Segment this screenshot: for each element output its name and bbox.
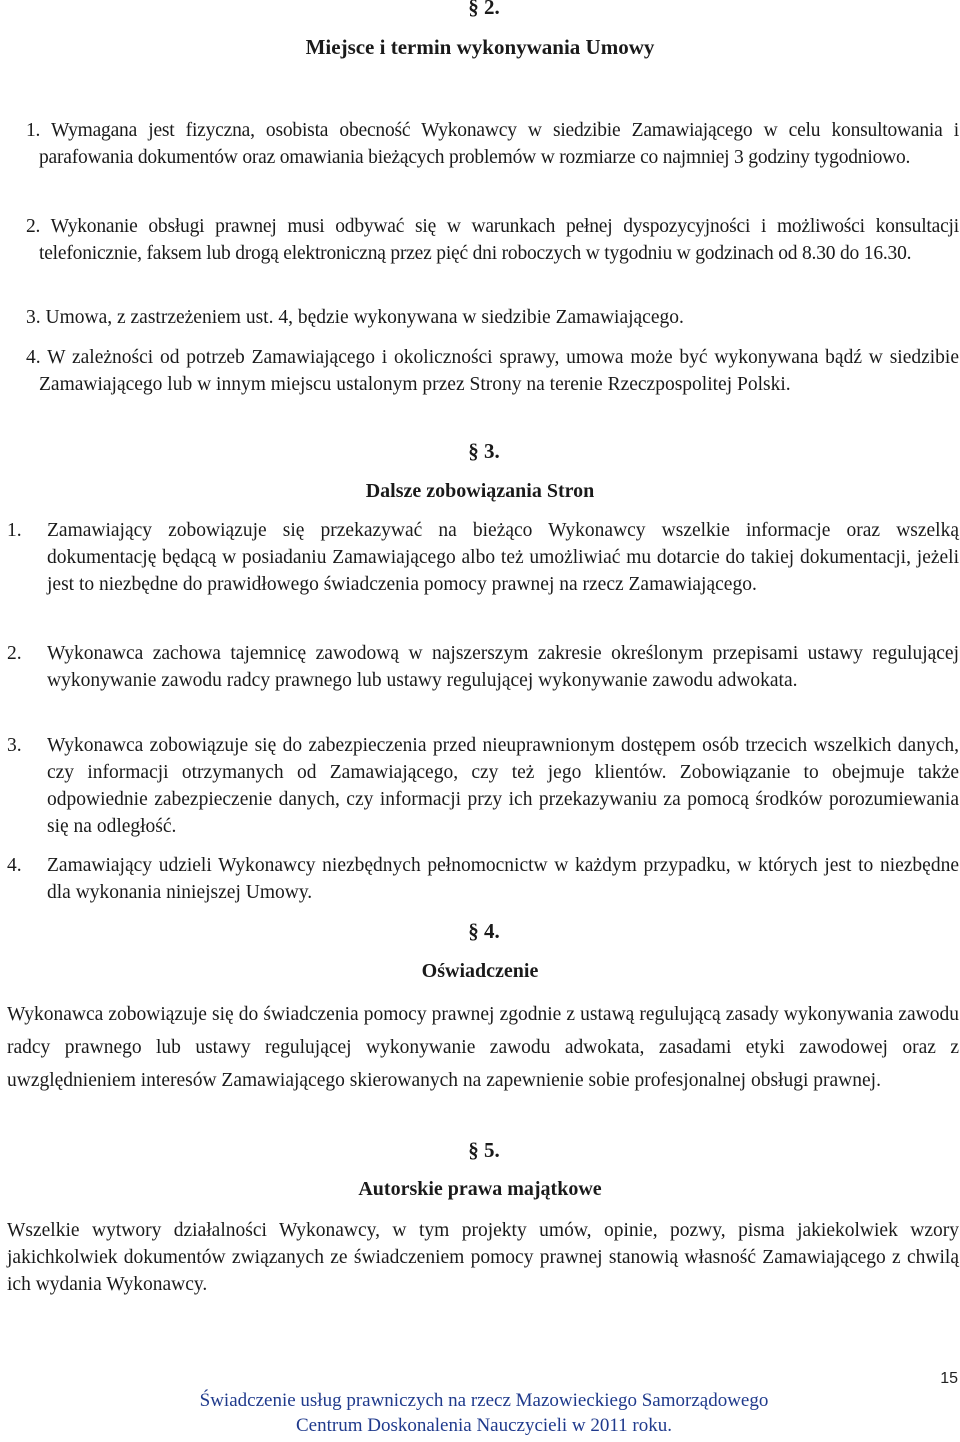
section-3-item-2 xyxy=(7,640,959,694)
section-4-title: Oświadczenie xyxy=(421,960,539,982)
item-number: 4. xyxy=(26,347,41,368)
section-4-heading: § 4. xyxy=(468,919,500,943)
page-number: 15 xyxy=(940,1370,958,1387)
item-number: 2. xyxy=(26,216,41,237)
section-3-item-1 xyxy=(7,517,959,598)
section-3-item-4 xyxy=(7,852,959,906)
item-text: Umowa, z zastrzeżeniem ust. 4, będzie wykonywana w siedzibie Zamawiającego. xyxy=(45,307,684,328)
item-text: Zamawiający zobowiązuje się przekazywać na bieżąco Wykonawcy wszelkie informacje oraz wszelką dokumentację będącą w posiadaniu Zamawiającego albo też umożliwiać mu dotarcie do takiej dokumentacji, jeżeli jest to niezbędne do prawidłowego świadczenia pomocy prawnej na rzecz Zamawiającego. xyxy=(47,520,959,595)
section-2-item-2 xyxy=(26,213,959,267)
section-4-text: Wykonawca zobowiązuje się do świadczenia pomocy prawnej zgodnie z ustawą regulującą zasady wykonywania zawodu radcy prawnego lub ustawy regulującej wykonywanie zawodu adwokata, zasadami etyki zawodowej oraz z uwzględnieniem interesów Zamawiającego skierowanych na zapewnienie sobie profesjonalnej obsługi prawnej. xyxy=(7,1004,959,1091)
item-number: 2. xyxy=(7,643,22,664)
section-5-heading: § 5. xyxy=(468,1138,500,1162)
item-text: Wykonawca zachowa tajemnicę zawodową w najszerszym zakresie określonym przepisami ustawy regulującej wykonywanie zawodu radcy prawnego lub ustawy regulującej wykonywanie zawodu adwokata. xyxy=(47,643,959,691)
footer-line-1: Świadczenie usług prawniczych na rzecz Mazowieckiego Samorządowego xyxy=(199,1390,769,1411)
section-3-item-3 xyxy=(7,732,959,840)
section-2-item-1 xyxy=(26,117,959,171)
item-text: Wykonawca zobowiązuje się do zabezpieczenia przed nieuprawnionym dostępem osób trzecich wszelkich danych, czy informacji otrzymanych od Zamawiającego, czy też jego klientów. Zobowiązanie to obejmuje także odpowiednie zabezpieczenie danych, czy informacji przy ich przekazywaniu za pomocą środków porozumiewania się na odległość. xyxy=(47,735,959,837)
item-number: 1. xyxy=(7,520,22,541)
section-5-text: Wszelkie wytwory działalności Wykonawcy, w tym projekty umów, opinie, pozwy, pisma jakiekolwiek wzory jakichkolwiek dokumentów związanych ze świadczeniem pomocy prawnej stanowią własność Zamawiającego z chwilą ich wydania Wykonawcy. xyxy=(7,1220,959,1295)
item-text: Wykonanie obsługi prawnej musi odbywać się w warunkach pełnej dyspozycyjności i możliwości konsultacji telefonicznie, faksem lub drogą elektroniczną przez pięć dni roboczych w tygodniu w godzinach od 8.30 do 16.30. xyxy=(39,216,959,264)
section-2-item-4 xyxy=(26,344,959,398)
section-3-title: Dalsze zobowiązania Stron xyxy=(365,480,595,502)
item-number: 4. xyxy=(7,855,22,876)
section-3-heading: § 3. xyxy=(468,439,500,463)
item-text: W zależności od potrzeb Zamawiającego i okoliczności sprawy, umowa może być wykonywana bądź w siedzibie Zamawiającego lub w innym miejscu ustalonym przez Strony na terenie Rzeczpospolitej Polski. xyxy=(39,347,959,395)
footer-line-2: Centrum Doskonalenia Nauczycieli w 2011 roku. xyxy=(295,1415,673,1436)
section-2-heading: § 2. xyxy=(468,0,500,19)
item-number: 1. xyxy=(26,120,41,141)
section-2-title: Miejsce i termin wykonywania Umowy xyxy=(305,35,655,59)
item-text: Zamawiający udzieli Wykonawcy niezbędnych pełnomocnictw w każdym przypadku, w których jest to niezbędne dla wykonania niniejszej Umowy. xyxy=(47,855,959,903)
section-2-item-3 xyxy=(26,304,946,331)
item-text: Wymagana jest fizyczna, osobista obecność Wykonawcy w siedzibie Zamawiającego w celu konsultowania i parafowania dokumentów oraz omawiania bieżących problemów w rozmiarze co najmniej 3 godziny tygodniowo. xyxy=(39,120,959,168)
item-number: 3. xyxy=(26,307,41,328)
item-number: 3. xyxy=(7,735,22,756)
section-5-title: Autorskie prawa majątkowe xyxy=(358,1178,602,1200)
